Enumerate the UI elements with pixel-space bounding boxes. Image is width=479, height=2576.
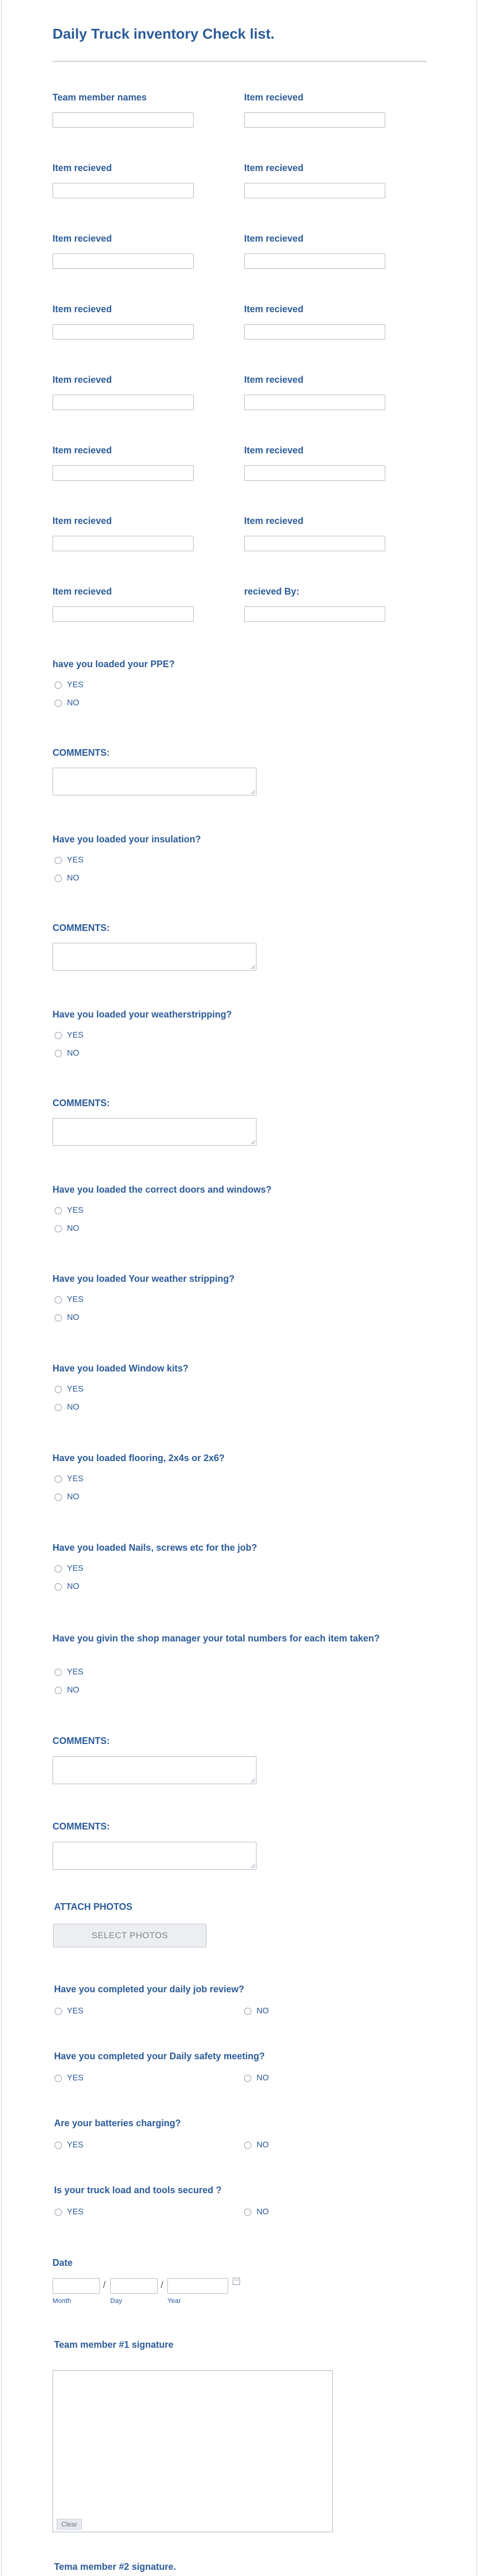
option-label: YES (67, 856, 84, 865)
shop-manager-no-option[interactable] (55, 1686, 79, 1695)
option-label: NO (67, 1493, 79, 1501)
radio-icon[interactable] (55, 1687, 62, 1694)
safety-no-option[interactable] (244, 2074, 269, 2083)
question-ppe: have you loaded your PPE? (53, 659, 175, 669)
date-month-sublabel: Month (53, 2297, 72, 2304)
option-label: YES (67, 1295, 84, 1304)
item-received-input[interactable] (244, 183, 385, 198)
radio-icon[interactable] (55, 1404, 62, 1411)
radio-icon[interactable] (55, 1225, 62, 1232)
comments-insulation-textarea[interactable] (53, 943, 256, 971)
radio-icon[interactable] (55, 1207, 62, 1214)
radio-icon[interactable] (55, 1314, 62, 1321)
item-received-input[interactable] (53, 253, 194, 269)
weather-stripping-yes-option[interactable] (55, 1295, 83, 1304)
radio-icon[interactable] (55, 1050, 62, 1057)
question-batteries: Are your batteries charging? (54, 2118, 181, 2128)
option-label: NO (67, 1313, 79, 1322)
question-shop-manager: Have you givin the shop manager your total numbers for each item taken? (53, 1633, 380, 1643)
item-received-input[interactable] (53, 324, 194, 340)
weatherstripping-yes-option[interactable] (55, 1031, 83, 1040)
shop-manager-yes-option[interactable] (55, 1668, 83, 1677)
option-label: YES (67, 1564, 84, 1573)
date-year-sublabel: Year (167, 2297, 181, 2304)
resize-grip-icon[interactable] (251, 1864, 255, 1868)
item-received-input[interactable] (244, 324, 385, 340)
radio-icon[interactable] (55, 1565, 62, 1572)
safety-yes-option[interactable] (55, 2074, 83, 2083)
calendar-icon[interactable] (233, 2278, 240, 2285)
option-label: NO (256, 2007, 269, 2015)
option-label: YES (67, 2074, 84, 2082)
received-by-input[interactable] (244, 606, 385, 622)
item-received-input[interactable] (53, 183, 194, 198)
field-label: Item recieved (244, 445, 304, 455)
flooring-no-option[interactable] (55, 1493, 79, 1502)
date-day-input[interactable] (110, 2278, 158, 2294)
date-day-sublabel: Day (110, 2297, 123, 2304)
signature-2-label: Tema member #2 signature. (54, 2562, 176, 2572)
field-label: Item recieved (53, 304, 112, 314)
comments-label: COMMENTS: (53, 1821, 110, 1832)
item-received-input[interactable] (53, 465, 194, 481)
question-doors-windows: Have you loaded the correct doors and windows? (53, 1184, 272, 1195)
field-label: Item recieved (53, 233, 112, 244)
radio-icon[interactable] (244, 2075, 251, 2082)
nails-yes-option[interactable] (55, 1564, 83, 1573)
date-year-input[interactable] (167, 2278, 228, 2294)
resize-grip-icon[interactable] (251, 790, 255, 794)
weatherstripping-no-option[interactable] (55, 1049, 79, 1058)
ppe-no-option[interactable] (55, 699, 79, 708)
signature-1-pad[interactable] (53, 2370, 333, 2532)
question-window-kits: Have you loaded Window kits? (53, 1363, 189, 1374)
resize-grip-icon[interactable] (251, 1778, 255, 1783)
option-label: NO (67, 1686, 79, 1694)
option-label: NO (67, 699, 79, 707)
window-kits-yes-option[interactable] (55, 1385, 83, 1394)
option-label: YES (67, 1475, 84, 1483)
field-label: Team member names (53, 92, 147, 103)
field-label: Item recieved (244, 233, 304, 244)
radio-icon[interactable] (55, 2075, 62, 2082)
field-label: Item recieved (244, 375, 304, 385)
field-label: Item recieved (244, 516, 304, 526)
field-label: Item recieved (53, 586, 112, 597)
comments-weatherstripping-textarea[interactable] (53, 1118, 256, 1146)
radio-icon[interactable] (55, 2209, 62, 2216)
radio-icon[interactable] (55, 2142, 62, 2149)
comments-ppe-textarea[interactable] (53, 768, 256, 795)
option-label: YES (67, 1031, 84, 1040)
title-divider (53, 61, 426, 62)
option-label: NO (67, 1049, 79, 1058)
option-label: NO (256, 2208, 269, 2216)
date-label: Date (53, 2258, 73, 2268)
radio-icon[interactable] (55, 1476, 62, 1483)
resize-grip-icon[interactable] (251, 1140, 255, 1144)
item-received-input[interactable] (244, 253, 385, 269)
radio-icon[interactable] (55, 2008, 62, 2015)
option-label: YES (67, 2007, 84, 2015)
question-flooring: Have you loaded flooring, 2x4s or 2x6? (53, 1453, 225, 1463)
date-separator: / (103, 2280, 106, 2290)
batteries-yes-option[interactable] (55, 2141, 83, 2150)
radio-icon[interactable] (55, 1032, 62, 1039)
doors-yes-option[interactable] (55, 1206, 83, 1215)
signature-1-clear-button[interactable]: Clear (57, 2519, 82, 2530)
radio-icon[interactable] (55, 1669, 62, 1676)
item-received-input[interactable] (244, 395, 385, 410)
job-review-yes-option[interactable] (55, 2007, 83, 2016)
radio-icon[interactable] (55, 1296, 62, 1303)
question-weatherstripping: Have you loaded your weatherstripping? (53, 1009, 232, 1020)
doors-no-option[interactable] (55, 1224, 79, 1233)
radio-icon[interactable] (55, 700, 62, 707)
field-label: Item recieved (53, 375, 112, 385)
field-label: Item recieved (244, 304, 304, 314)
field-label: Item recieved (53, 516, 112, 526)
question-truck-load: Is your truck load and tools secured ? (54, 2185, 222, 2195)
job-review-no-option[interactable] (244, 2007, 269, 2016)
item-received-input[interactable] (53, 606, 194, 622)
item-received-input[interactable] (244, 465, 385, 481)
form-title: Daily Truck inventory Check list. (53, 26, 275, 42)
radio-icon[interactable] (244, 2142, 251, 2149)
item-received-input[interactable] (244, 112, 385, 128)
option-label: NO (67, 874, 79, 883)
radio-icon[interactable] (55, 1494, 62, 1501)
comments-label: COMMENTS: (53, 1098, 110, 1108)
signature-1-label: Team member #1 signature (54, 2340, 174, 2350)
radio-icon[interactable] (55, 682, 62, 689)
comments-label: COMMENTS: (53, 923, 110, 933)
option-label: NO (67, 1224, 79, 1233)
comments-general-textarea[interactable] (53, 1842, 256, 1870)
radio-icon[interactable] (55, 1386, 62, 1393)
field-label: Item recieved (53, 163, 112, 173)
option-label: YES (67, 1385, 84, 1394)
item-received-input[interactable] (53, 536, 194, 551)
insulation-no-option[interactable] (55, 874, 79, 883)
comments-label: COMMENTS: (53, 748, 110, 758)
select-photos-button[interactable]: SELECT PHOTOS (53, 1924, 207, 1947)
field-label: recieved By: (244, 586, 300, 597)
question-nails: Have you loaded Nails, screws etc for the job? (53, 1543, 258, 1553)
field-label: Item recieved (53, 445, 112, 455)
team-member-names-input[interactable] (53, 112, 194, 128)
flooring-yes-option[interactable] (55, 1475, 83, 1484)
comments-label: COMMENTS: (53, 1736, 110, 1746)
window-kits-no-option[interactable] (55, 1403, 79, 1412)
resize-grip-icon[interactable] (251, 965, 255, 969)
insulation-yes-option[interactable] (55, 856, 83, 865)
attach-photos-label: ATTACH PHOTOS (54, 1902, 132, 1912)
radio-icon[interactable] (55, 875, 62, 882)
option-label: YES (67, 2208, 84, 2216)
field-label: Item recieved (244, 92, 304, 103)
option-label: NO (67, 1582, 79, 1591)
question-job-review: Have you completed your daily job review? (54, 1984, 245, 1994)
nails-no-option[interactable] (55, 1582, 79, 1591)
option-label: NO (256, 2141, 269, 2149)
option-label: NO (67, 1403, 79, 1412)
question-safety-meeting: Have you completed your Daily safety meeting? (54, 2051, 265, 2061)
option-label: YES (67, 1206, 84, 1215)
option-label: NO (256, 2074, 269, 2082)
date-separator: / (161, 2280, 164, 2290)
comments-shop-manager-textarea[interactable] (53, 1756, 256, 1784)
item-received-input[interactable] (53, 395, 194, 410)
truck-no-option[interactable] (244, 2208, 269, 2217)
question-insulation: Have you loaded your insulation? (53, 834, 201, 844)
weather-stripping-no-option[interactable] (55, 1313, 79, 1323)
radio-icon[interactable] (55, 857, 62, 864)
item-received-input[interactable] (244, 536, 385, 551)
option-label: YES (67, 681, 84, 689)
option-label: YES (67, 2141, 84, 2149)
truck-yes-option[interactable] (55, 2208, 83, 2217)
radio-icon[interactable] (55, 1583, 62, 1590)
radio-icon[interactable] (244, 2008, 251, 2015)
radio-icon[interactable] (244, 2209, 251, 2216)
ppe-yes-option[interactable] (55, 681, 83, 690)
question-weather-stripping: Have you loaded Your weather stripping? (53, 1274, 235, 1284)
batteries-no-option[interactable] (244, 2141, 269, 2150)
date-month-input[interactable] (53, 2278, 100, 2294)
option-label: YES (67, 1668, 84, 1676)
field-label: Item recieved (244, 163, 304, 173)
